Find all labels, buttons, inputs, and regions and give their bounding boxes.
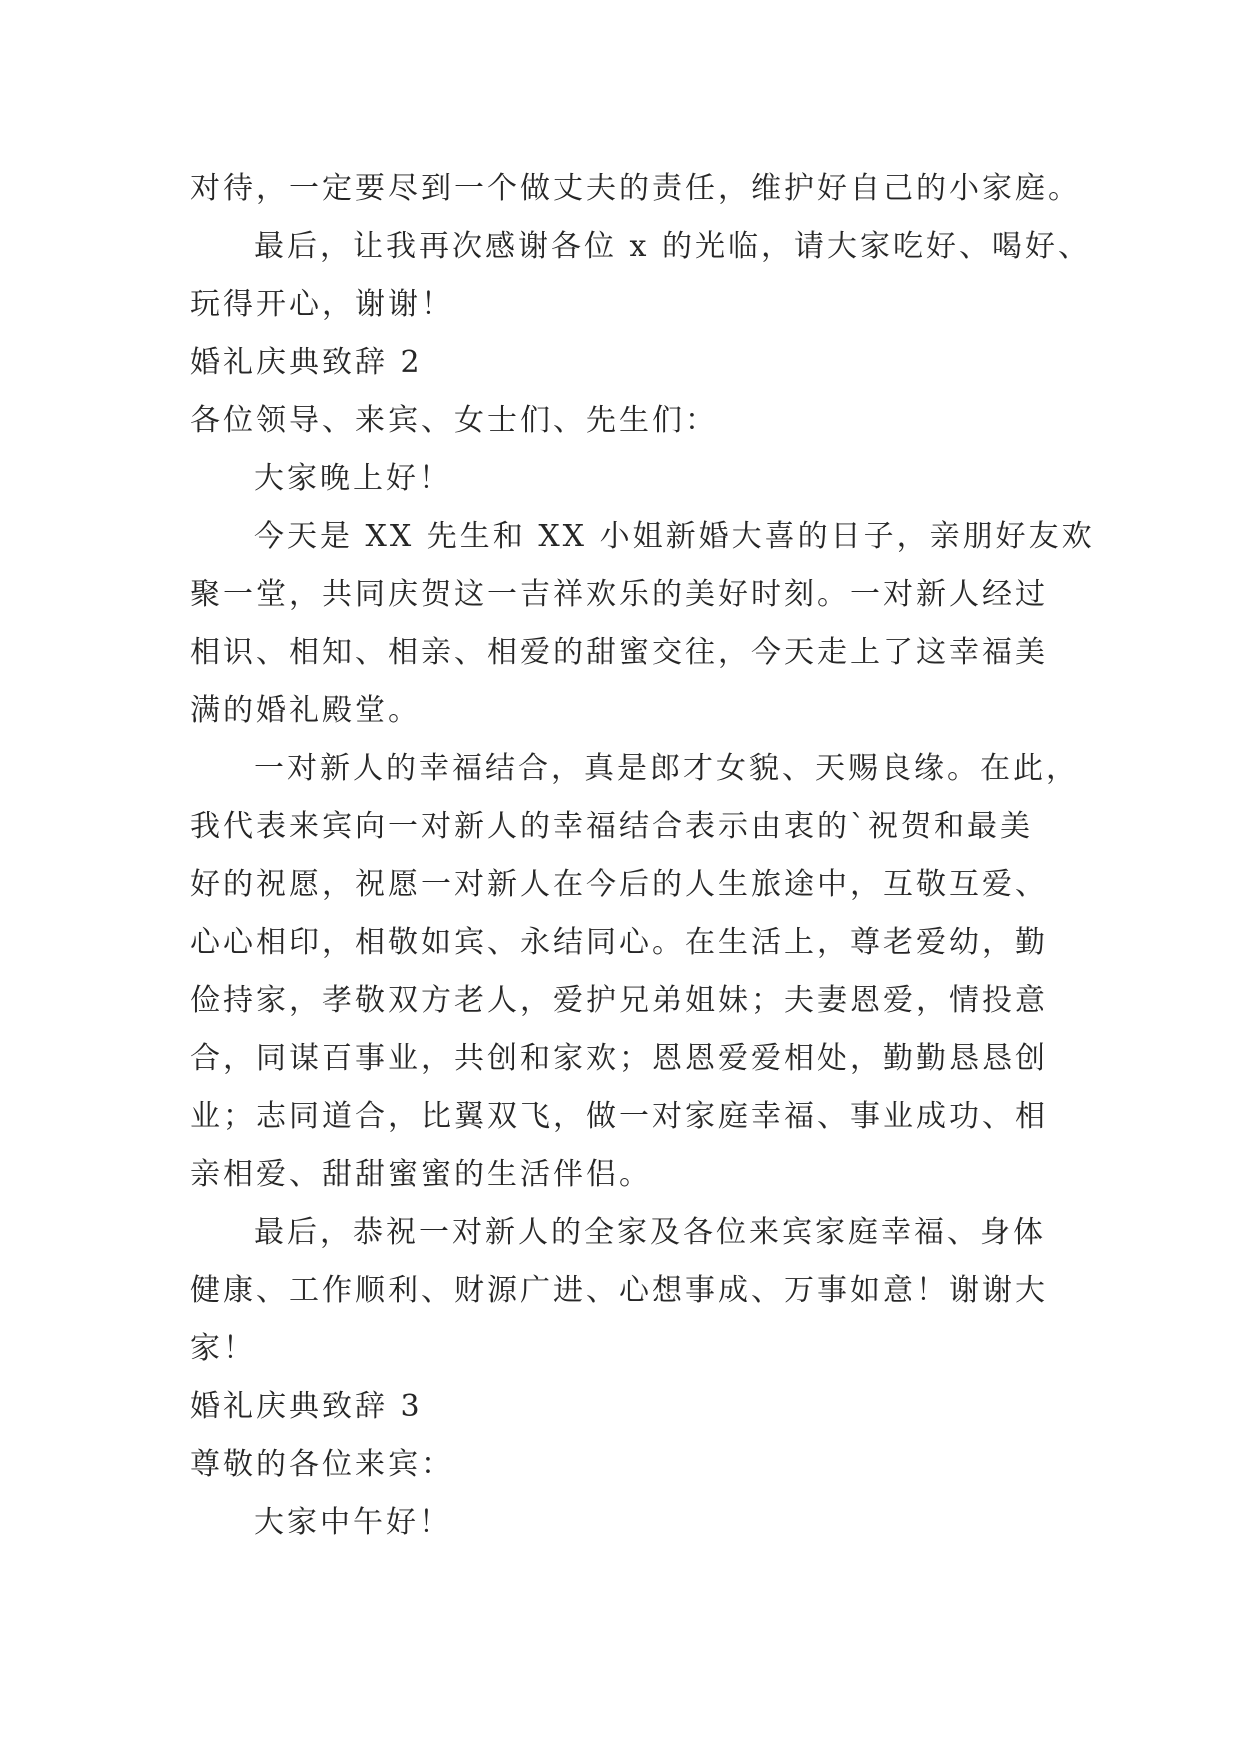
body-text-line: 玩得开心，谢谢！ <box>190 287 454 322</box>
body-text-line: 我代表来宾向一对新人的幸福结合表示由衷的`祝贺和最美 <box>190 809 1033 844</box>
body-text-line: 好的祝愿，祝愿一对新人在今后的人生旅途中，互敬互爱、 <box>190 867 1048 902</box>
body-text-line: 俭持家，孝敬双方老人，爱护兄弟姐妹；夫妻恩爱，情投意 <box>190 983 1048 1018</box>
document-body <box>190 160 1095 1552</box>
body-text-line: 健康、工作顺利、财源广进、心想事成、万事如意！谢谢大 <box>190 1273 1048 1308</box>
salutation: 尊敬的各位来宾： <box>190 1447 454 1482</box>
body-text-line: 对待，一定要尽到一个做丈夫的责任，维护好自己的小家庭。 <box>190 171 1081 206</box>
paragraph-first-line: 最后，让我再次感谢各位 x 的光临，请大家吃好、喝好、 <box>254 229 1091 264</box>
body-text-line: 合，同谋百事业，共创和家欢；恩恩爱爱相处，勤勤恳恳创 <box>190 1041 1048 1076</box>
salutation: 各位领导、来宾、女士们、先生们： <box>190 403 718 438</box>
paragraph-first-line: 最后，恭祝一对新人的全家及各位来宾家庭幸福、身体 <box>254 1215 1046 1250</box>
greeting: 大家晚上好！ <box>254 461 452 496</box>
body-text-line: 亲相爱、甜甜蜜蜜的生活伴侣。 <box>190 1157 652 1192</box>
section-heading: 婚礼庆典致辞 3 <box>190 1389 423 1424</box>
greeting: 大家中午好！ <box>254 1505 452 1540</box>
paragraph-first-line: 一对新人的幸福结合，真是郎才女貌、天赐良缘。在此， <box>254 751 1079 786</box>
section-heading: 婚礼庆典致辞 2 <box>190 345 423 380</box>
body-text-line: 满的婚礼殿堂。 <box>190 693 421 728</box>
body-text-line: 业；志同道合，比翼双飞，做一对家庭幸福、事业成功、相 <box>190 1099 1048 1134</box>
body-text-line: 心心相印，相敬如宾、永结同心。在生活上，尊老爱幼，勤 <box>190 925 1048 960</box>
body-text-line: 聚一堂，共同庆贺这一吉祥欢乐的美好时刻。一对新人经过 <box>190 577 1048 612</box>
paragraph-first-line: 今天是 XX 先生和 XX 小姐新婚大喜的日子，亲朋好友欢 <box>254 519 1095 554</box>
body-text-line: 家！ <box>190 1331 256 1366</box>
body-text-line: 相识、相知、相亲、相爱的甜蜜交往，今天走上了这幸福美 <box>190 635 1048 670</box>
